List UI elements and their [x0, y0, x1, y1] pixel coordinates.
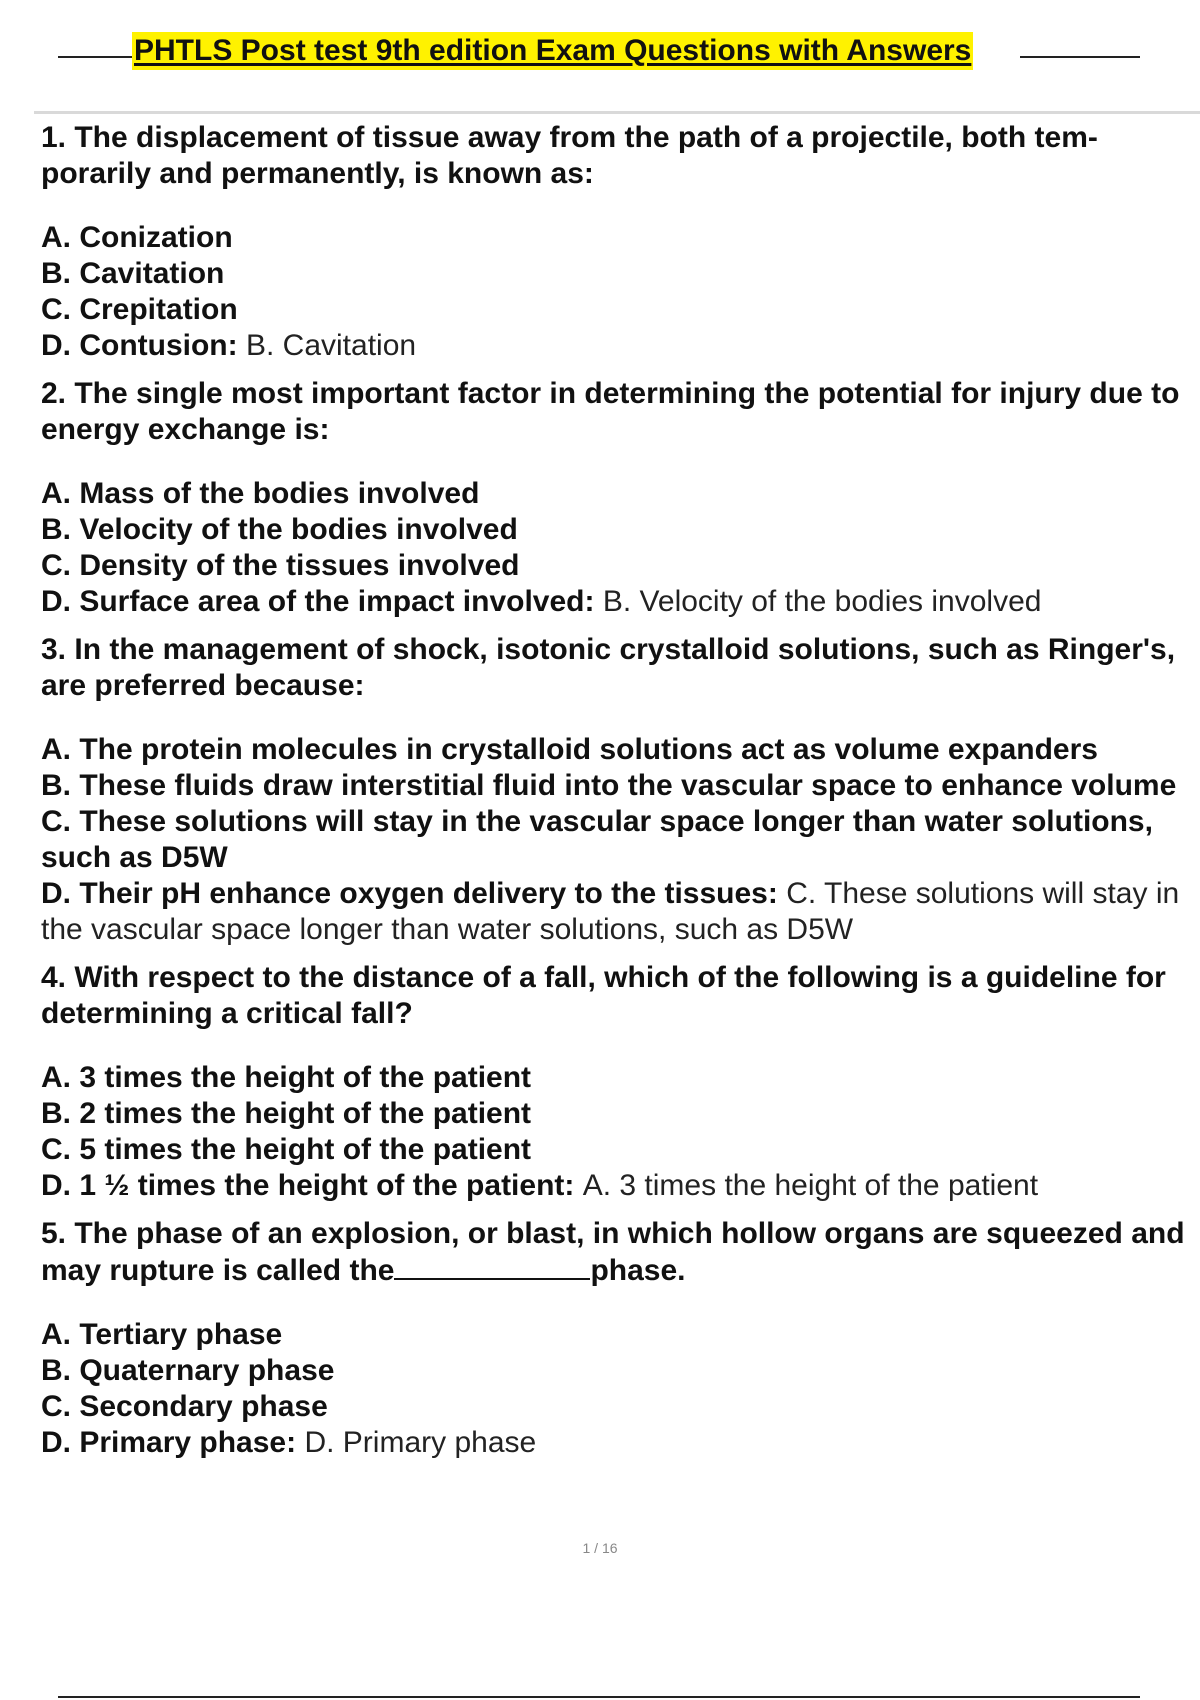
option-d: D. Surface area of the impact involved:: [41, 585, 595, 618]
option-b: B. These fluids draw interstitial fluid into the vascular space to enhance volume: [41, 769, 1177, 802]
question-stem: 1. The displacement of tissue away from the path of a projectile, both tem- porarily and permanently, is known as:: [41, 121, 1098, 190]
title-rule-right: [1020, 56, 1140, 58]
answer-text: C. These solutions will stay in the vascular space longer than water solutions, such as D5W: [41, 877, 1180, 946]
footer-rule: [58, 1696, 1140, 1698]
question-stem: 3. In the management of shock, isotonic crystalloid solutions, such as Ringer's, are preferred because:: [41, 633, 1176, 702]
option-c: C. These solutions will stay in the vascular space longer than water solutions, such as D5W: [41, 805, 1153, 874]
question-5: [41, 1216, 1191, 1461]
option-a: A. Conization: [41, 221, 233, 254]
option-list: [41, 732, 1191, 948]
option-b: B. Velocity of the bodies involved: [41, 513, 518, 546]
option-c: C. Density of the tissues involved: [41, 549, 520, 582]
question-3: [41, 632, 1191, 948]
fill-in-blank: [394, 1252, 590, 1280]
option-a: A. Tertiary phase: [41, 1318, 283, 1351]
option-list: [41, 1060, 1191, 1204]
option-d-with-answer: [41, 876, 1191, 948]
option-list: [41, 220, 1191, 364]
option-list: [41, 1317, 1191, 1461]
question-stem-after-blank: phase.: [590, 1254, 686, 1287]
option-d: D. Contusion:: [41, 329, 238, 362]
option-c: C. Crepitation: [41, 293, 238, 326]
option-d-with-answer: [41, 1425, 1191, 1461]
option-b: B. 2 times the height of the patient: [41, 1097, 532, 1130]
option-d: D. Their pH enhance oxygen delivery to the tissues:: [41, 877, 778, 910]
option-d-with-answer: [41, 1168, 1191, 1204]
answer-text: B. Velocity of the bodies involved: [602, 585, 1042, 618]
question-list: [41, 120, 1191, 1473]
question-stem: [41, 1216, 1191, 1289]
question-stem: 2. The single most important factor in determining the potential for injury due to energy exchange is:: [41, 377, 1180, 446]
document-header: [0, 30, 1200, 74]
question-4: [41, 960, 1191, 1204]
option-a: A. 3 times the height of the patient: [41, 1061, 532, 1094]
answer-text: A. 3 times the height of the patient: [582, 1169, 1039, 1202]
page-number: 1 / 16: [582, 1540, 618, 1556]
answer-text: D. Primary phase: [304, 1426, 537, 1459]
question-stem: 4. With respect to the distance of a fall, which of the following is a guideline for determining a critical fall?: [41, 961, 1166, 1030]
option-d: D. Primary phase:: [41, 1426, 297, 1459]
option-d: D. 1 ½ times the height of the patient:: [41, 1169, 575, 1202]
question-1: [41, 120, 1191, 364]
option-c: C. 5 times the height of the patient: [41, 1133, 532, 1166]
question-2: [41, 376, 1191, 620]
option-b: B. Quaternary phase: [41, 1354, 335, 1387]
document-title: PHTLS Post test 9th edition Exam Questions with Answers: [132, 32, 973, 70]
answer-text: B. Cavitation: [245, 329, 417, 362]
option-b: B. Cavitation: [41, 257, 225, 290]
option-d-with-answer: [41, 584, 1191, 620]
option-list: [41, 476, 1191, 620]
option-c: C. Secondary phase: [41, 1390, 328, 1423]
title-rule-left: [58, 56, 140, 58]
option-a: A. The protein molecules in crystalloid solutions act as volume expanders: [41, 733, 1098, 766]
option-d-with-answer: [41, 328, 1191, 364]
header-divider: [34, 111, 1200, 114]
option-a: A. Mass of the bodies involved: [41, 477, 480, 510]
question-stem-before-blank: 5. The phase of an explosion, or blast, in which hollow organs are squeezed and may rupture is called the: [41, 1217, 1185, 1287]
